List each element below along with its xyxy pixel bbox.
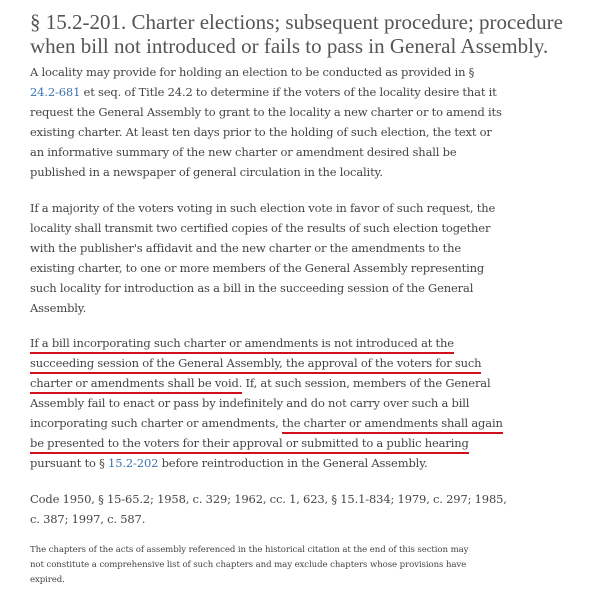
link-15-2-202[interactable]: 15.2-202	[108, 456, 159, 470]
note-line-1: The chapters of the acts of assembly referenced in the historical citation at the end of this section may	[30, 545, 469, 555]
note-line-3: expired.	[30, 575, 65, 585]
para3-line-5	[30, 413, 570, 433]
para3-line-4: Assembly fail to enact or pass by indefinitely and do not carry over such a bill	[30, 396, 470, 410]
para1-line-1: A locality may provide for holding an election to be conducted as provided in §	[30, 65, 475, 79]
para3-line-6	[30, 433, 570, 453]
para1-line-5: an informative summary of the new charter or amendment desired shall be	[30, 145, 457, 159]
para2-line-2: locality shall transmit two certified copies of the results of such election together	[30, 221, 491, 235]
history-line-1: Code 1950, § 15-65.2; 1958, c. 329; 1962, cc. 1, 623, § 15.1-834; 1979, c. 297; 1985,	[30, 492, 507, 506]
note-line-2: not constitute a comprehensive list of such chapters and may exclude chapters whose provisions have	[30, 560, 467, 570]
para3-line-3-text: If, at such session, members of the General	[242, 376, 491, 390]
para3-line-2	[30, 353, 570, 373]
highlight-underline-2: succeeding session of the General Assembly, the approval of the voters for such	[30, 355, 481, 374]
para2-line-6: Assembly.	[30, 301, 87, 315]
link-24-2-681[interactable]: 24.2-681	[30, 85, 81, 99]
highlight-underline-4: the charter or amendments shall again	[282, 415, 503, 434]
para3-line-1	[30, 333, 570, 353]
history-line-2: c. 387; 1997, c. 587.	[30, 512, 146, 526]
history-citation	[30, 489, 570, 529]
para3-line-3	[30, 373, 570, 393]
para1-line-2	[30, 82, 570, 102]
para2-line-5: such locality for introduction as a bill in the succeeding session of the General	[30, 281, 474, 295]
para1-line-3: request the General Assembly to grant to the locality a new charter or to amend its	[30, 105, 502, 119]
section-title-line-1: § 15.2-201. Charter elections; subsequent procedure; procedure	[30, 10, 563, 34]
para1-line-4: existing charter. At least ten days prior to the holding of such election, the text or	[30, 125, 492, 139]
chapters-note	[30, 543, 570, 588]
highlight-underline-5: be presented to the voters for their approval or submitted to a public hearing	[30, 435, 469, 454]
paragraph-majority-vote	[30, 198, 570, 318]
section-title-line-2: when bill not introduced or fails to pass in General Assembly.	[30, 34, 549, 58]
para1-line-6: published in a newspaper of general circulation in the locality.	[30, 165, 383, 179]
para2-line-1: If a majority of the voters voting in such election vote in favor of such request, the	[30, 201, 496, 215]
highlight-underline-1: If a bill incorporating such charter or amendments is not introduced at the	[30, 335, 454, 354]
section-title	[30, 10, 590, 58]
para2-line-3: with the publisher's affidavit and the new charter or the amendments to the	[30, 241, 462, 255]
highlight-underline-3: charter or amendments shall be void.	[30, 375, 242, 394]
para3-line-7-text-b: before reintroduction in the General Assembly.	[158, 456, 428, 470]
para2-line-4: existing charter, to one or more members of the General Assembly representing	[30, 261, 485, 275]
para3-line-5-text: incorporating such charter or amendments,	[30, 416, 282, 430]
para3-line-7-text-a: pursuant to §	[30, 456, 109, 470]
para3-line-7	[30, 453, 570, 473]
para1-line-2-text: et seq. of Title 24.2 to determine if the voters of the locality desire that it	[80, 85, 497, 99]
paragraph-bill-not-introduced	[30, 333, 570, 473]
paragraph-election	[30, 62, 570, 182]
